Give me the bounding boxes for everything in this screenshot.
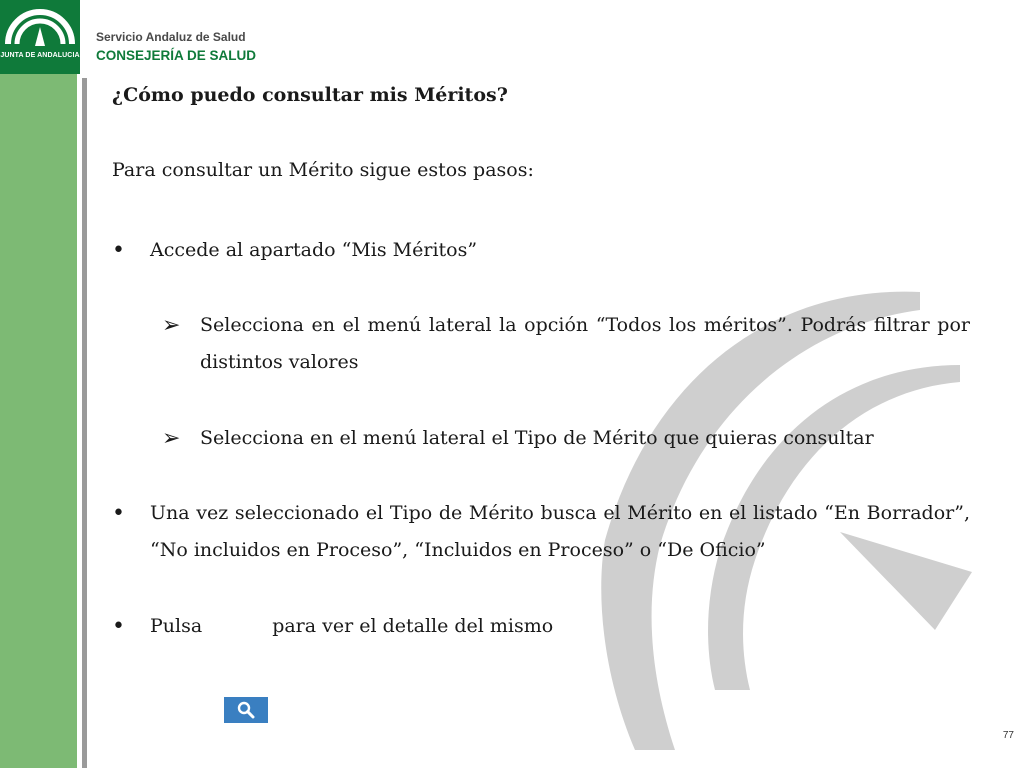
divider-line: [82, 78, 87, 768]
bullet-icon: •: [112, 614, 125, 639]
org-name-line1: Servicio Andaluz de Salud: [96, 30, 246, 44]
search-button[interactable]: [224, 697, 268, 723]
step1-text: Accede al apartado “Mis Méritos”: [150, 239, 478, 261]
org-name-line2: CONSEJERÍA DE SALUD: [96, 48, 257, 63]
list-item-step3: [112, 608, 972, 645]
sub1-text: Selecciona en el menú lateral la opción “Todos los méritos”. Podrás filtrar por distintos valores: [200, 314, 970, 373]
search-icon: [237, 701, 255, 719]
junta-logo: [0, 0, 80, 74]
bullet-icon: •: [112, 238, 125, 263]
intro-text: Para consultar un Mérito sigue estos pasos:: [112, 159, 534, 181]
list-item-step2: [112, 495, 970, 569]
step3-suffix: para ver el detalle del mismo: [272, 615, 554, 637]
page-number: 77: [1002, 730, 1014, 741]
list-item-sub2: [162, 420, 970, 457]
list-item-step1: [112, 232, 972, 269]
arrow-bullet-icon: ➢: [162, 313, 181, 338]
logo-arcs-icon: [0, 0, 80, 74]
step2-text: Una vez seleccionado el Tipo de Mérito busca el Mérito en el listado “En Borrador”, “No incluidos en Proceso”, “Incluidos en Proceso” o “De Oficio”: [150, 502, 970, 561]
step3-prefix: Pulsa: [150, 615, 203, 637]
list-item-sub1: [162, 307, 970, 381]
arrow-bullet-icon: ➢: [162, 426, 181, 451]
sub2-text: Selecciona en el menú lateral el Tipo de Mérito que quieras consultar: [200, 427, 874, 449]
bullet-icon: •: [112, 501, 125, 526]
slide-title: ¿Cómo puedo consultar mis Méritos?: [112, 84, 508, 106]
logo-caption: JUNTA DE ANDALUCIA: [0, 52, 80, 59]
sidebar-bar: [0, 0, 77, 768]
